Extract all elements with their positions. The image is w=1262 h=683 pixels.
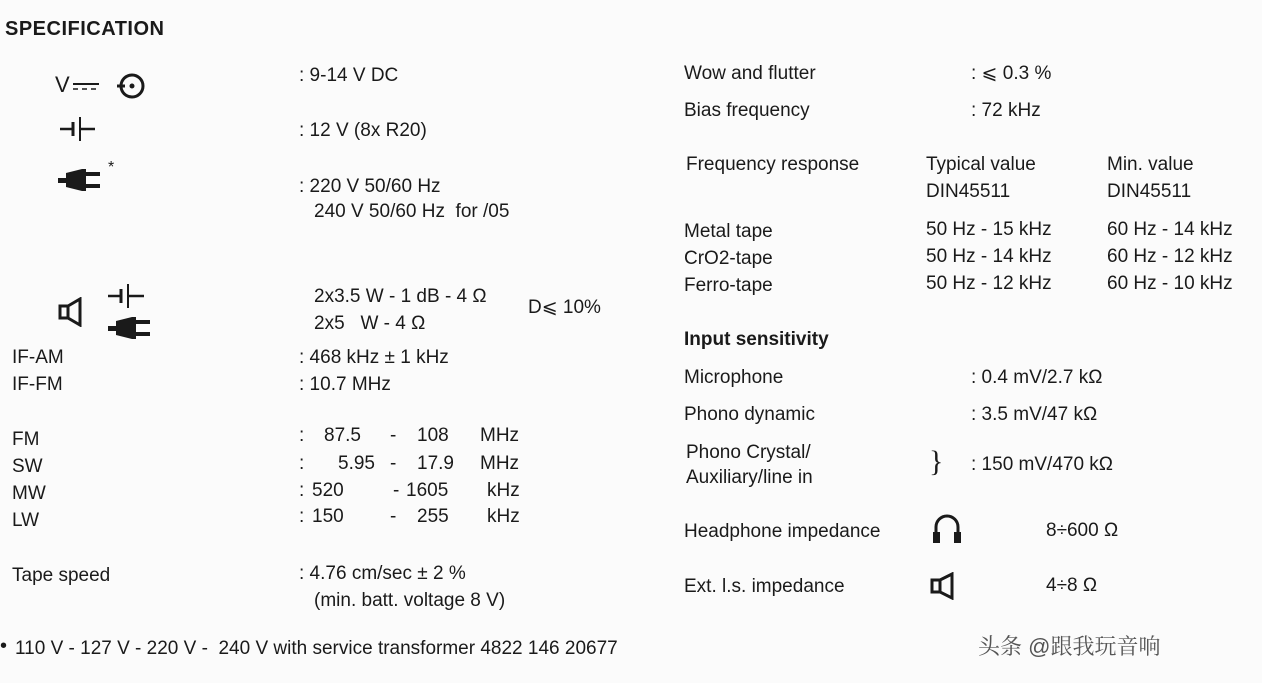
band-to: 1605 (406, 480, 449, 501)
phono-dynamic-value: : 3.5 mV/47 kΩ (971, 404, 1098, 425)
watermark: 头条 @跟我玩音响 (978, 634, 1161, 659)
tape-label: Ferro-tape (684, 275, 773, 296)
tape-typical: 50 Hz - 15 kHz (926, 219, 1052, 240)
band-colon: : (299, 453, 305, 474)
band-unit: MHz (480, 453, 520, 474)
microphone-value: : 0.4 mV/2.7 kΩ (971, 367, 1103, 388)
wow-flutter-label: Wow and flutter (684, 63, 816, 84)
ext-ls-impedance-value: 4÷8 Ω (1046, 575, 1098, 596)
mains-plug-icon (108, 311, 158, 345)
mains-value-1: : 220 V 50/60 Hz (299, 176, 441, 197)
wow-flutter-value: : ⩽ 0.3 % (971, 63, 1052, 84)
dc-socket-icon (117, 72, 149, 100)
tape-speed-note: (min. batt. voltage 8 V) (314, 590, 506, 611)
tape-typical: 50 Hz - 14 kHz (926, 246, 1052, 267)
band-colon: : (299, 506, 305, 527)
band-dash: - (390, 506, 397, 527)
band-unit: MHz (480, 425, 520, 446)
band-unit: kHz (487, 506, 520, 527)
input-sensitivity-heading: Input sensitivity (684, 329, 829, 350)
bias-frequency-value: : 72 kHz (971, 100, 1041, 121)
headphone-impedance-label: Headphone impedance (684, 521, 881, 542)
tape-min: 60 Hz - 14 kHz (1107, 219, 1233, 240)
asterisk-mark: * (108, 159, 115, 176)
footnote-mark: • (0, 635, 8, 657)
band-to: 108 (417, 425, 449, 446)
if-am-label: IF-AM (12, 347, 64, 368)
tape-label: CrO2-tape (684, 248, 773, 269)
band-from: 5.95 (338, 453, 375, 474)
typical-value-header: Typical value (926, 154, 1036, 175)
phono-dynamic-label: Phono dynamic (684, 404, 815, 425)
svg-text:V: V (55, 72, 70, 97)
speaker-icon (58, 297, 86, 327)
frequency-response-label: Frequency response (686, 154, 860, 175)
mains-plug-icon (58, 163, 108, 197)
band-label: MW (12, 483, 46, 504)
band-to: 255 (417, 506, 449, 527)
headphone-icon (932, 513, 962, 545)
tape-min: 60 Hz - 10 kHz (1107, 273, 1233, 294)
band-to: 17.9 (417, 453, 454, 474)
microphone-label: Microphone (684, 367, 784, 388)
band-label: SW (12, 456, 43, 477)
battery-value: : 12 V (8x R20) (299, 120, 427, 141)
tape-min: 60 Hz - 12 kHz (1107, 246, 1233, 267)
tape-speed-label: Tape speed (12, 565, 111, 586)
band-unit: kHz (487, 480, 520, 501)
distortion-value: D⩽ 10% (528, 297, 601, 318)
typical-din-header: DIN45511 (926, 181, 1011, 202)
band-colon: : (299, 480, 305, 501)
phono-crystal-label-1: Phono Crystal/ (686, 442, 811, 463)
footnote: 110 V - 127 V - 220 V - 240 V with service transformer 4822 146 20677 (15, 638, 618, 659)
bias-frequency-label: Bias frequency (684, 100, 810, 121)
output-power-2: 2x5 W - 4 Ω (314, 313, 426, 334)
output-power-1: 2x3.5 W - 1 dB - 4 Ω (314, 286, 487, 307)
band-from: 150 (312, 506, 344, 527)
band-label: LW (12, 510, 40, 531)
band-colon: : (299, 425, 305, 446)
mains-value-2: 240 V 50/60 Hz for /05 (314, 201, 510, 222)
brace: } (929, 445, 944, 478)
if-am-value: : 468 kHz ± 1 kHz (299, 347, 449, 368)
band-from: 520 (312, 480, 344, 501)
page-title: SPECIFICATION (5, 18, 165, 40)
if-fm-value: : 10.7 MHz (299, 374, 391, 395)
band-from: 87.5 (324, 425, 361, 446)
battery-icon (106, 284, 146, 308)
band-dash: - (393, 480, 400, 501)
headphone-impedance-value: 8÷600 Ω (1046, 520, 1119, 541)
band-dash: - (390, 425, 397, 446)
min-din-header: DIN45511 (1107, 181, 1192, 202)
battery-icon (58, 116, 98, 142)
min-value-header: Min. value (1107, 154, 1194, 175)
dc-supply-value: : 9-14 V DC (299, 65, 399, 86)
tape-typical: 50 Hz - 12 kHz (926, 273, 1052, 294)
tape-speed-value: : 4.76 cm/sec ± 2 % (299, 563, 466, 584)
if-fm-label: IF-FM (12, 374, 63, 395)
tape-label: Metal tape (684, 221, 773, 242)
phono-crystal-label-2: Auxiliary/line in (686, 467, 813, 488)
band-dash: - (390, 453, 397, 474)
ext-ls-impedance-label: Ext. l.s. impedance (684, 576, 845, 597)
speaker-icon (930, 572, 958, 600)
band-label: FM (12, 429, 40, 450)
phono-crystal-value: : 150 mV/470 kΩ (971, 454, 1113, 475)
